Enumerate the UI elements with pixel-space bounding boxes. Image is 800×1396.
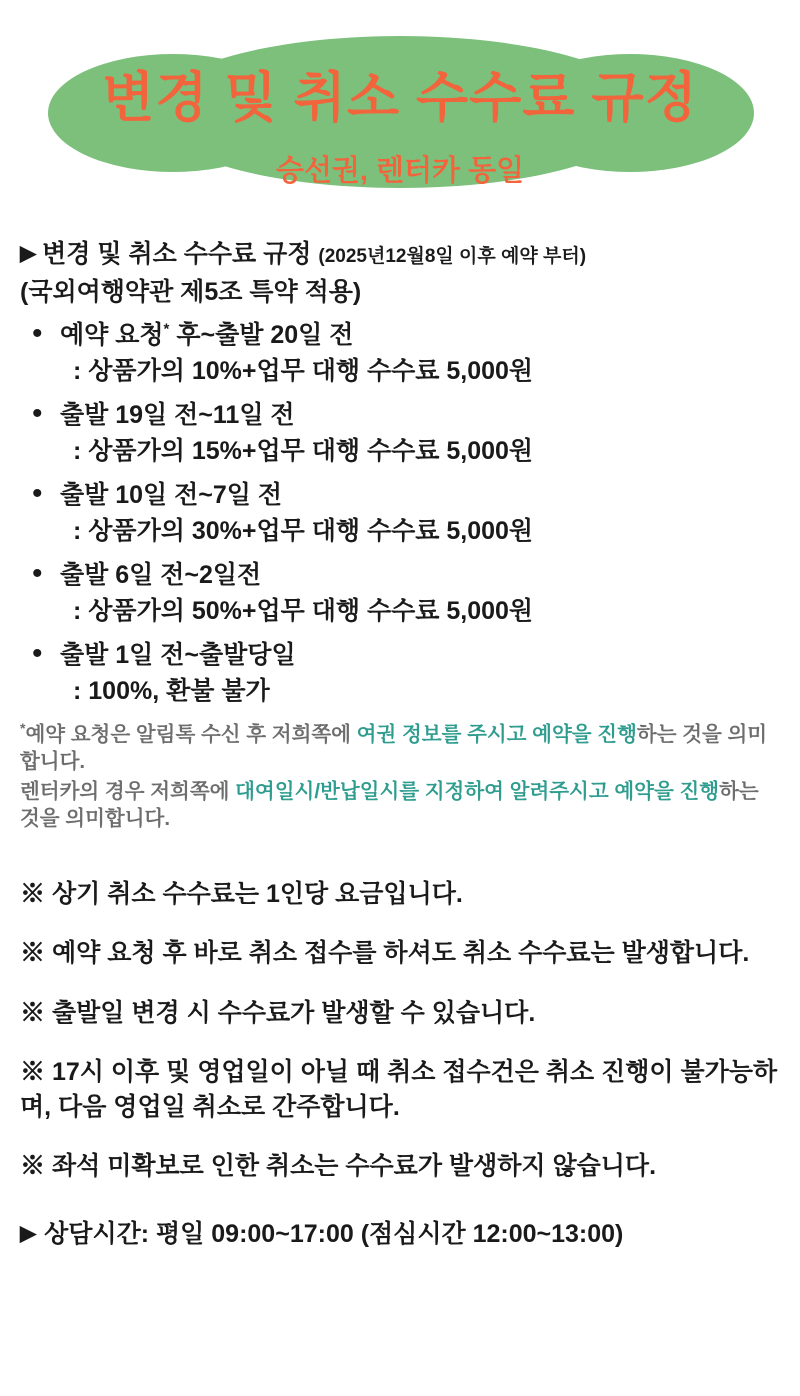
notice-content [0,215,800,1278]
fee-rule-list [20,319,780,707]
arrow-icon: ▶ [20,242,37,265]
page-subtitle: 승선권, 렌터카 동일 [275,155,525,187]
arrow-icon: ▶ [20,1221,37,1245]
list-item [20,639,780,707]
footnote-line-2-post: 하는 것을 의미합니다. [20,779,759,831]
footnote-line-1-post: 하는 것을 의미합니다. [20,722,768,774]
footnote-marker: * [20,720,26,736]
footnote-line-2-highlight: 대여일시/반납일시를 지정하여 알려주시고 예약을 진행 [235,779,720,803]
footnote-line-1 [20,719,780,776]
rule-period-tail: 후~출발 20일 전 [169,321,354,349]
rule-fee: : 상품가의 10%+업무 대행 수수료 5,000원 [73,356,534,385]
list-item [20,559,780,627]
rule-period-text: 예약 요청 [60,321,164,349]
list-item [20,319,780,387]
notes-block [20,877,780,1184]
note-item: ※ 17시 이후 및 영업일이 아닐 때 취소 접수건은 취소 진행이 불가능하며, 다음 영업일 취소로 간주합니다. [20,1058,778,1121]
intro-heading-note: (2025년12월8일 이후 예약 부터) [318,246,587,267]
rule-fee: : 상품가의 30%+업무 대행 수수료 5,000원 [73,516,534,545]
footnote-line-1-pre: 예약 요청은 알림톡 수신 후 저희쪽에 [25,722,357,746]
note-item: ※ 예약 요청 후 바로 취소 접수를 하셔도 취소 수수료는 발생합니다. [20,939,750,968]
note-item: ※ 출발일 변경 시 수수료가 발생할 수 있습니다. [20,998,536,1027]
rule-period: • 출발 19일 전~11일 전 [60,401,295,429]
rule-fee: : 상품가의 15%+업무 대행 수수료 5,000원 [73,436,534,465]
consult-hours-row [20,1218,780,1279]
rule-period: • 출발 1일 전~출발당일 [60,641,296,669]
rule-period [60,319,780,352]
note-item: ※ 상기 취소 수수료는 1인당 요금입니다. [20,879,463,908]
rule-fee: : 100%, 환불 불가 [73,676,270,705]
header-banner [0,0,800,215]
intro-heading-row [20,237,780,271]
footnote-marker: * [163,320,170,338]
footnote-line-1-highlight: 여권 정보를 주시고 예약을 진행 [356,722,637,746]
footnote-block [20,719,780,833]
rule-period: • 출발 6일 전~2일전 [60,561,262,589]
list-item [20,399,780,467]
consult-hours-text: 상담시간: 평일 09:00~17:00 (점심시간 12:00~13:00) [44,1219,624,1248]
intro-clause: (국외여행약관 제5조 특약 적용) [20,278,362,306]
note-item: ※ 좌석 미확보로 인한 취소는 수수료가 발생하지 않습니다. [20,1152,657,1181]
page-title: 변경 및 취소 수수료 규정 [102,68,698,128]
footnote-line-2-pre: 렌터카의 경우 저희쪽에 [20,779,236,803]
rule-period: • 출발 10일 전~7일 전 [60,481,283,509]
list-item [20,479,780,547]
intro-heading: 변경 및 취소 수수료 규정 [42,240,312,268]
rule-fee: : 상품가의 50%+업무 대행 수수료 5,000원 [73,596,534,625]
footnote-line-2 [20,778,780,833]
